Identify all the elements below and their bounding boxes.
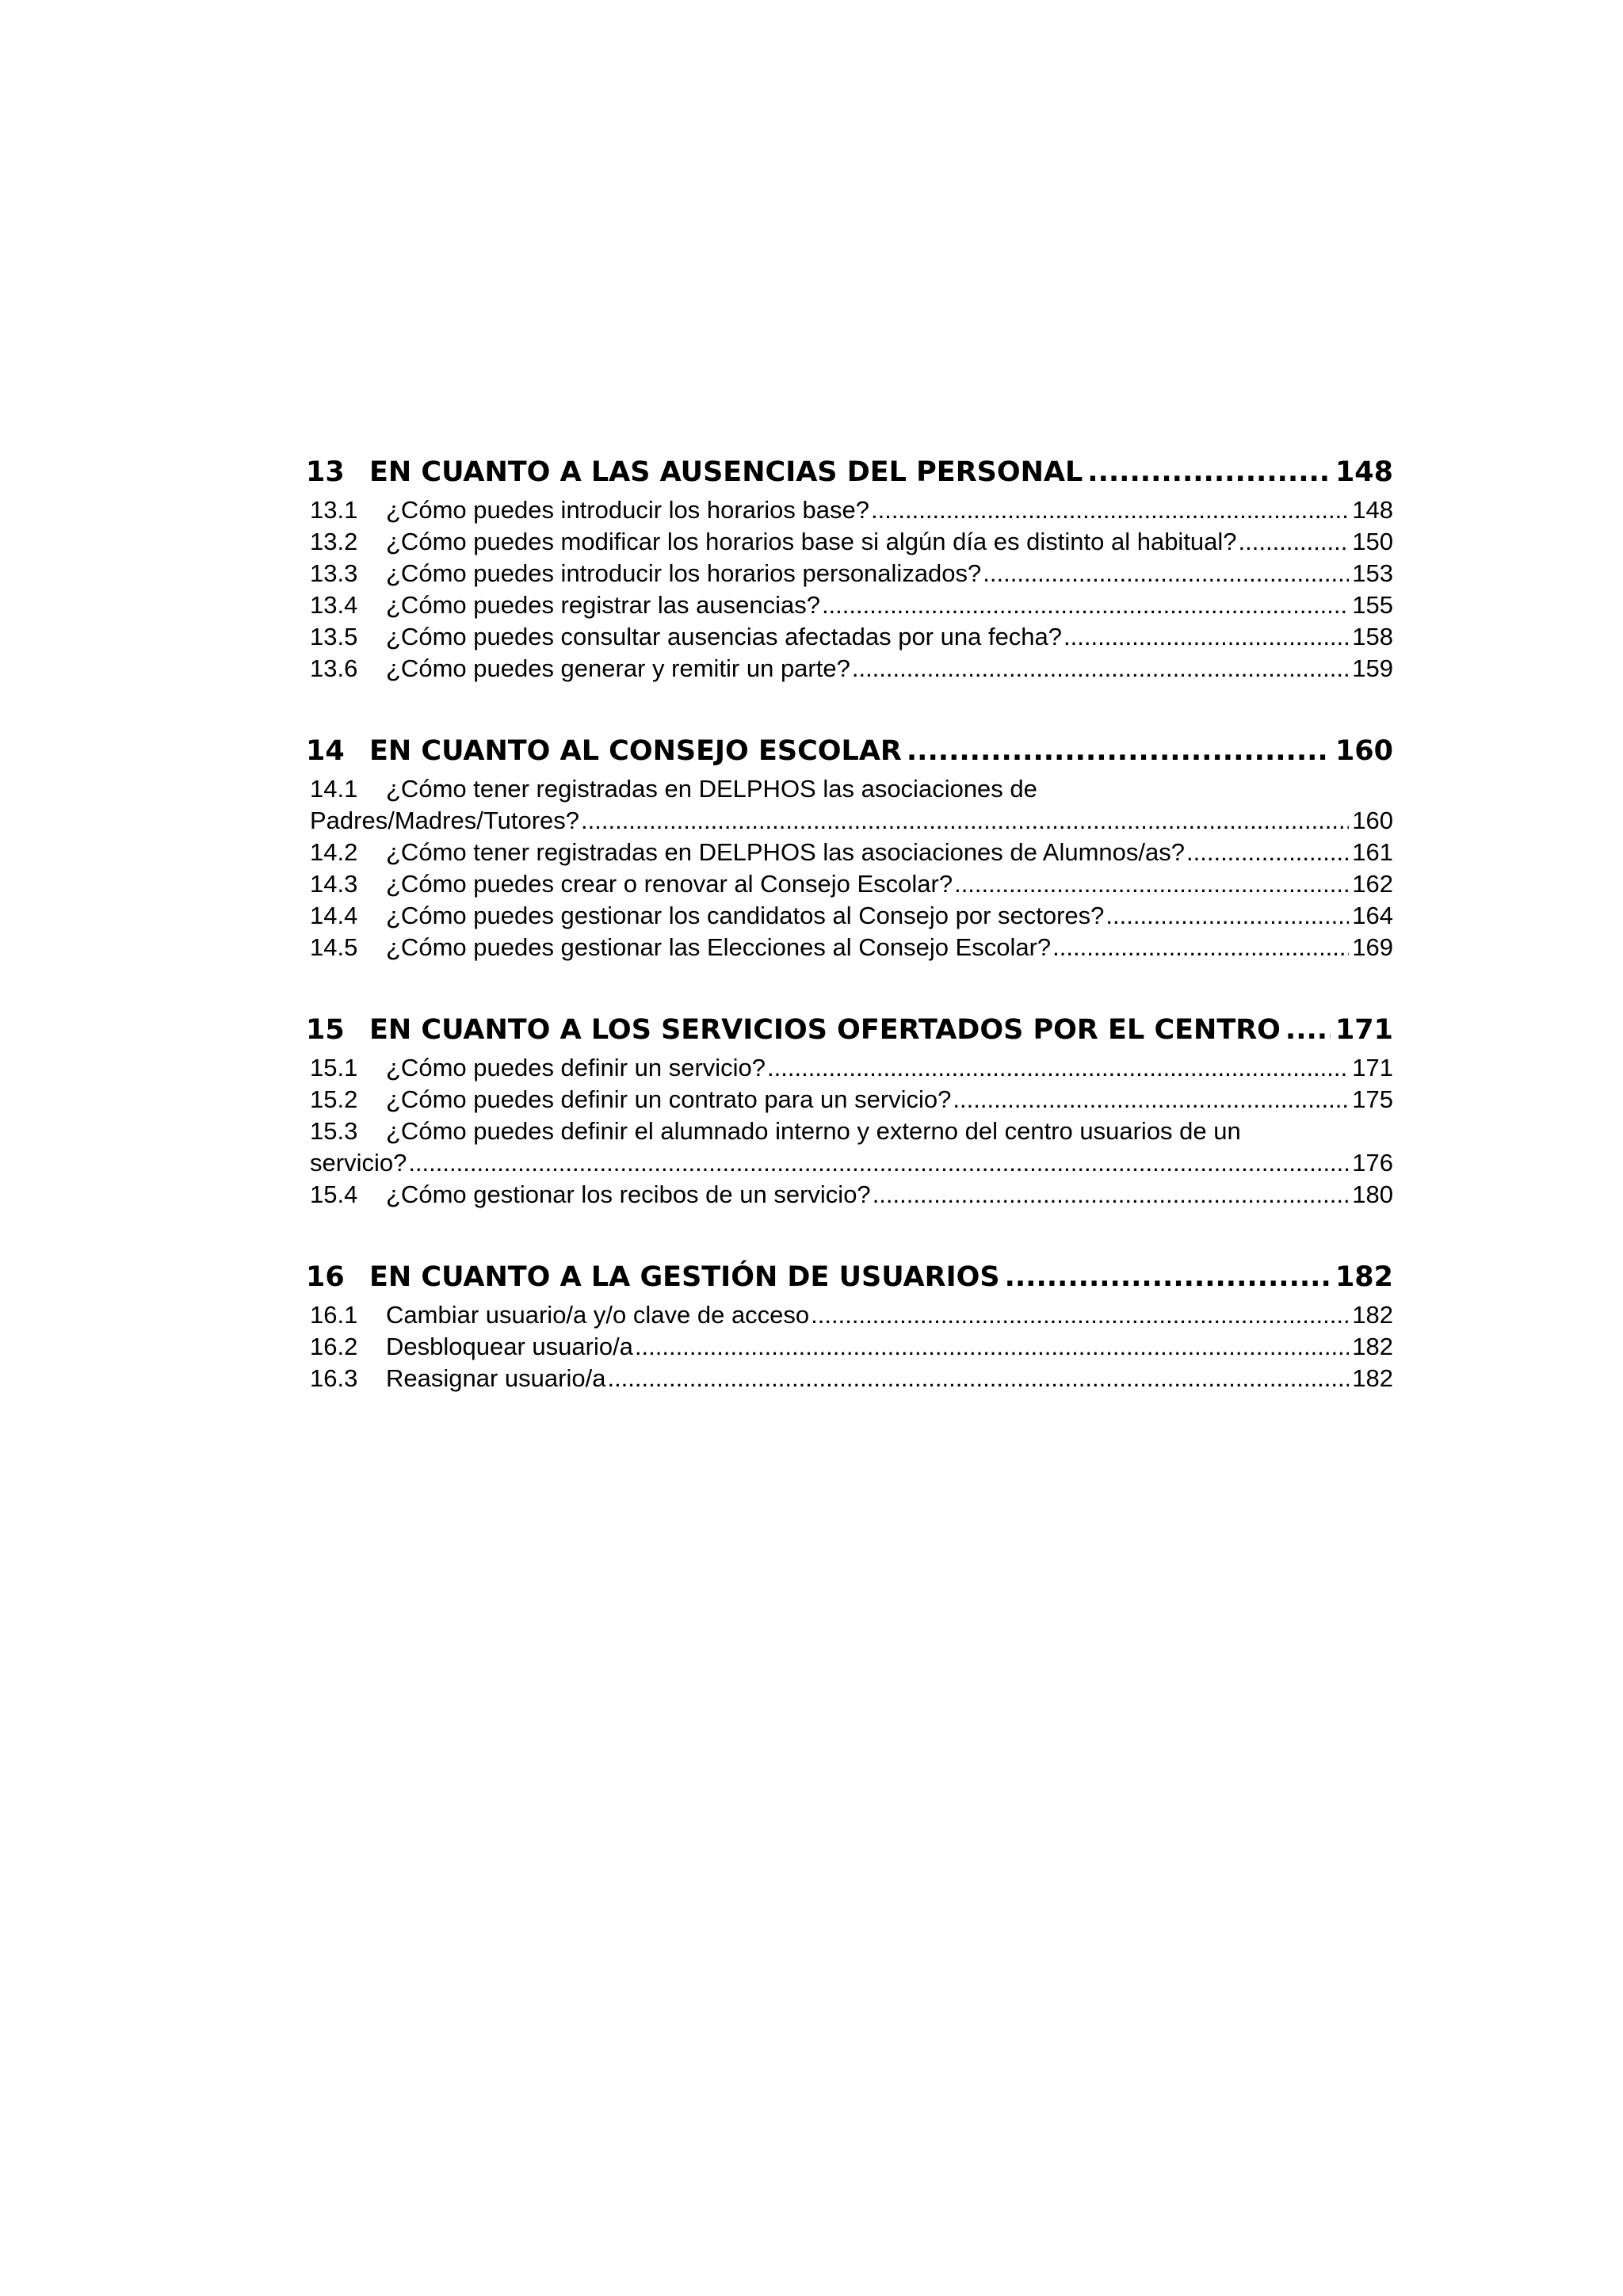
entry-number: 15.3 xyxy=(310,1117,358,1145)
toc-entry[interactable] xyxy=(306,1331,1393,1363)
entry-page-number: 160 xyxy=(1352,807,1393,834)
dot-leader xyxy=(581,805,1349,837)
entry-number: 13.6 xyxy=(310,654,358,682)
dot-leader xyxy=(907,729,1331,773)
entry-page-number: 164 xyxy=(1352,902,1393,929)
dot-leader xyxy=(607,1363,1349,1394)
entry-title: ¿Cómo puedes registrar las ausencias? xyxy=(386,591,820,619)
toc-entry[interactable] xyxy=(306,773,1393,837)
dot-leader xyxy=(1052,932,1349,963)
entry-page-number: 171 xyxy=(1352,1054,1393,1081)
dot-leader xyxy=(635,1331,1349,1363)
entry-number: 14.4 xyxy=(310,902,358,929)
toc-entry[interactable] xyxy=(306,1179,1393,1211)
toc-section-16 xyxy=(306,1255,1393,1394)
dot-leader xyxy=(767,1052,1349,1084)
section-heading[interactable] xyxy=(306,1255,1393,1299)
entry-page-number: 182 xyxy=(1352,1364,1393,1392)
section-title: EN CUANTO A LAS AUSENCIAS DEL PERSONAL xyxy=(369,456,1083,488)
section-page-number: 182 xyxy=(1335,1261,1393,1293)
entry-number: 14.2 xyxy=(310,838,358,866)
entry-page-number: 176 xyxy=(1352,1149,1393,1177)
section-title: EN CUANTO AL CONSEJO ESCOLAR xyxy=(369,735,902,767)
section-title: EN CUANTO A LOS SERVICIOS OFERTADOS POR EL CENTRO xyxy=(369,1014,1281,1046)
entry-page-number: 182 xyxy=(1352,1333,1393,1360)
section-heading[interactable] xyxy=(306,450,1393,494)
dot-leader xyxy=(1087,450,1331,494)
entry-number: 16.2 xyxy=(310,1333,358,1360)
toc-entry[interactable] xyxy=(306,932,1393,963)
dot-leader xyxy=(852,653,1349,685)
section-page-number: 160 xyxy=(1335,735,1393,767)
entry-number: 14.5 xyxy=(310,933,358,961)
section-number: 16 xyxy=(306,1261,345,1293)
entry-page-number: 148 xyxy=(1352,496,1393,524)
dot-leader xyxy=(1064,621,1349,653)
entry-title: ¿Cómo puedes gestionar los candidatos al Consejo por sectores? xyxy=(386,902,1105,929)
section-title: EN CUANTO A LA GESTIÓN DE USUARIOS xyxy=(369,1261,1000,1293)
toc-entry[interactable] xyxy=(306,1052,1393,1084)
toc-section-14 xyxy=(306,729,1393,963)
toc-entry[interactable] xyxy=(306,494,1393,526)
entry-title: ¿Cómo puedes generar y remitir un parte? xyxy=(386,654,850,682)
section-heading[interactable] xyxy=(306,729,1393,773)
toc-entry[interactable] xyxy=(306,1363,1393,1394)
toc-entry[interactable] xyxy=(306,900,1393,932)
entry-page-number: 153 xyxy=(1352,559,1393,587)
dot-leader xyxy=(954,868,1349,900)
entry-page-number: 182 xyxy=(1352,1301,1393,1329)
dot-leader xyxy=(822,589,1349,621)
entry-title: Desbloquear usuario/a xyxy=(386,1333,633,1360)
toc-entry[interactable] xyxy=(306,653,1393,685)
entry-title: ¿Cómo puedes crear o renovar al Consejo Escolar? xyxy=(386,870,953,898)
entry-title: Cambiar usuario/a y/o clave de acceso xyxy=(386,1301,810,1329)
dot-leader xyxy=(1005,1255,1331,1299)
section-heading[interactable] xyxy=(306,1008,1393,1052)
toc-entry[interactable] xyxy=(306,589,1393,621)
toc-entry[interactable] xyxy=(306,558,1393,589)
toc-entry[interactable] xyxy=(306,1084,1393,1116)
dot-leader xyxy=(873,1179,1350,1211)
toc-entry[interactable] xyxy=(306,1116,1393,1179)
entry-page-number: 162 xyxy=(1352,870,1393,898)
dot-leader xyxy=(408,1147,1349,1179)
dot-leader xyxy=(1186,837,1349,868)
entry-number: 14.3 xyxy=(310,870,358,898)
entry-title: ¿Cómo puedes definir el alumnado interno y externo del centro usuarios de un xyxy=(386,1117,1241,1145)
entry-title-continued: Padres/Madres/Tutores? xyxy=(310,807,580,834)
dot-leader xyxy=(953,1084,1349,1116)
dot-leader xyxy=(1239,526,1350,558)
toc-section-15 xyxy=(306,1008,1393,1211)
entry-number: 14.1 xyxy=(310,775,358,803)
entry-title-continued: servicio? xyxy=(310,1149,407,1177)
entry-title: ¿Cómo gestionar los recibos de un servicio? xyxy=(386,1180,871,1208)
entry-number: 16.1 xyxy=(310,1301,358,1329)
toc-entry[interactable] xyxy=(306,837,1393,868)
dot-leader xyxy=(871,494,1349,526)
entry-title: ¿Cómo tener registradas en DELPHOS las asociaciones de Alumnos/as? xyxy=(386,838,1185,866)
entry-number: 15.4 xyxy=(310,1180,358,1208)
entry-number: 15.2 xyxy=(310,1085,358,1113)
section-page-number: 171 xyxy=(1335,1014,1393,1046)
dot-leader xyxy=(1285,1008,1331,1052)
entry-number: 13.1 xyxy=(310,496,358,524)
entry-title: ¿Cómo puedes modificar los horarios base si algún día es distinto al habitual? xyxy=(386,528,1237,555)
dot-leader xyxy=(1106,900,1349,932)
entry-title: ¿Cómo puedes introducir los horarios personalizados? xyxy=(386,559,982,587)
entry-page-number: 158 xyxy=(1352,623,1393,650)
entry-page-number: 150 xyxy=(1352,528,1393,555)
entry-title: ¿Cómo tener registradas en DELPHOS las asociaciones de xyxy=(386,775,1037,803)
toc-section-13 xyxy=(306,450,1393,685)
toc-entry[interactable] xyxy=(306,868,1393,900)
section-number: 13 xyxy=(306,456,345,488)
entry-title: ¿Cómo puedes gestionar las Elecciones al Consejo Escolar? xyxy=(386,933,1052,961)
section-page-number: 148 xyxy=(1335,456,1393,488)
entry-number: 13.3 xyxy=(310,559,358,587)
entry-page-number: 180 xyxy=(1352,1180,1393,1208)
entry-number: 16.3 xyxy=(310,1364,358,1392)
table-of-contents xyxy=(306,450,1393,1439)
entry-page-number: 161 xyxy=(1352,838,1393,866)
entry-title: ¿Cómo puedes consultar ausencias afectadas por una fecha? xyxy=(386,623,1063,650)
entry-title: Reasignar usuario/a xyxy=(386,1364,606,1392)
toc-entry[interactable] xyxy=(306,621,1393,653)
entry-number: 15.1 xyxy=(310,1054,358,1081)
entry-number: 13.2 xyxy=(310,528,358,555)
entry-page-number: 155 xyxy=(1352,591,1393,619)
toc-entry[interactable] xyxy=(306,1299,1393,1331)
entry-title: ¿Cómo puedes introducir los horarios base? xyxy=(386,496,869,524)
entry-title: ¿Cómo puedes definir un contrato para un servicio? xyxy=(386,1085,952,1113)
section-number: 15 xyxy=(306,1014,345,1046)
dot-leader xyxy=(983,558,1349,589)
entry-title: ¿Cómo puedes definir un servicio? xyxy=(386,1054,766,1081)
entry-number: 13.5 xyxy=(310,623,358,650)
dot-leader xyxy=(811,1299,1349,1331)
section-number: 14 xyxy=(306,735,345,767)
entry-number: 13.4 xyxy=(310,591,358,619)
toc-entry[interactable] xyxy=(306,526,1393,558)
entry-page-number: 169 xyxy=(1352,933,1393,961)
entry-page-number: 175 xyxy=(1352,1085,1393,1113)
entry-page-number: 159 xyxy=(1352,654,1393,682)
